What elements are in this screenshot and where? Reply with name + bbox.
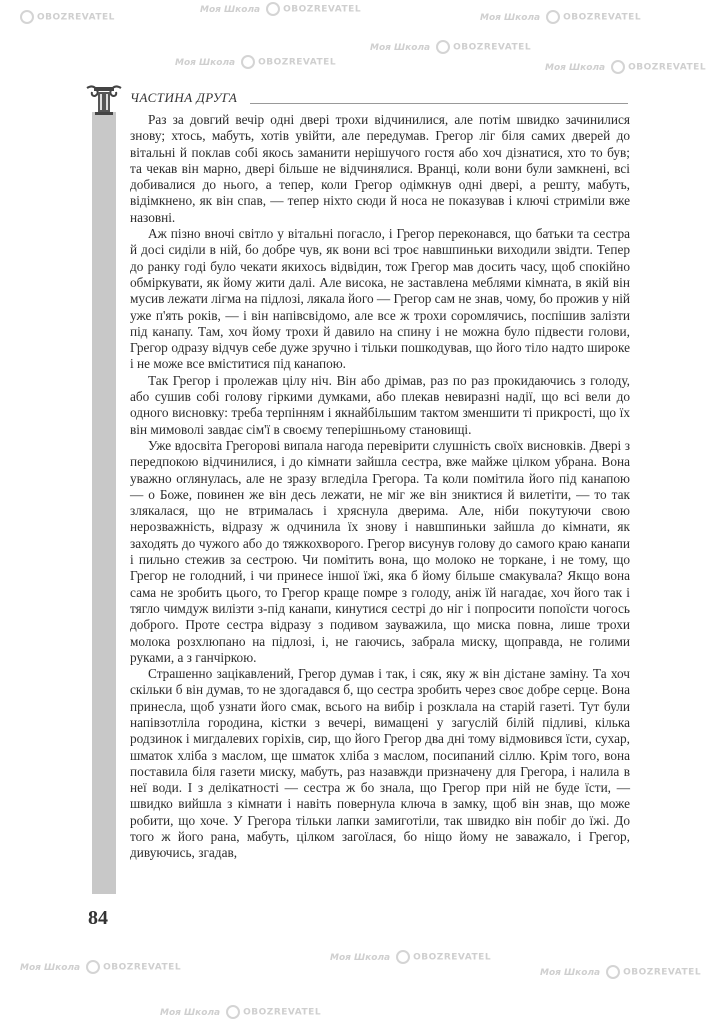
watermark: Моя Школа OBOZREVATEL xyxy=(480,10,641,24)
watermark: OBOZREVATEL xyxy=(20,10,115,24)
paragraph: Страшенно зацікавлений, Грегор думав і так, і сяк, яку ж він дістане заміну. Та хоч скільки б він думав, то не здогадався б, що сестра зробить через своє добре серце. Вона принесла, щоб узнати його смак, всього на вибір і розклала на старій газеті. Тут були напівзотліла городина, кістки з вечері, вимащені у загуслій білій підливі, кілька родзинок і мигдалевих горіхів, сир, що його Грегор два дні тому відмовився їсти, сухар, шматок хліба з маслом, ще шматок хліба з маслом, посипаний сіллю. Крім того, вона поставила біля газети миску, мабуть, раз назавжди призначену для Грегора, і налила в неї води. І з делікатності — сестра ж бо знала, що Грегор при ній не буде їсти, — швидко вийшла з кімнати і навіть повернула ключа в замку, щоб він знав, що може робити, що хоче. У Грегора тільки лапки замиготіли, так швидко він побіг до їжі. До того ж його рана, мабуть, цілком загоїлася, бо ніщо йому не заважало, і Грегор, дивуючись, згадав, xyxy=(130,666,630,861)
watermark: Моя Школа OBOZREVATEL xyxy=(160,1005,321,1019)
watermark-circle-icon xyxy=(20,10,34,24)
watermark-circle-icon xyxy=(606,965,620,979)
page-sidebar-bar xyxy=(92,112,116,894)
watermark-circle-icon xyxy=(86,960,100,974)
watermark-circle-icon xyxy=(546,10,560,24)
page-number: 84 xyxy=(88,907,108,929)
watermark: Моя Школа OBOZREVATEL xyxy=(545,60,706,74)
watermark: Моя Школа OBOZREVATEL xyxy=(175,55,336,69)
paragraph: Уже вдосвіта Грегорові випала нагода перевірити слушність своїх висновків. Двері з передпокою відчинилися, і до кімнати зайшла сестра, вже майже цілком убрана. Вона уважно оглянулась, але не зразу вгледіла Грегора. Та коли помітила його під канапою — о Боже, повинен же він десь лежати, не міг же він зниктися й вилетіти, — то так злякалася, що не втрималась і хряснула дверима. Але, ніби покутуючи свою нерозважність, відразу ж одчинила їх знову і навшпиньки зайшла до кімнати, як заходять до чужого або до тяжкохворого. Грегор висунув голову до самого краю канапи і пильно стежив за сестрою. Чи помітить вона, що молоко не торкане, і не тому, що Грегор не голодний, і чи принесе іншої їжі, яка б йому більше смакувала? Якщо вона сама не зробить цього, то Грегор краще помре з голоду, аніж їй нагадає, хоч його так і тягло чимдуж вилізти з-під канапи, кинутися сестрі до ніг і попросити попоїсти чогось доброго. Проте сестра відразу з подивом зауважила, що миска повна, лише трохи молока розхлюпано на підлозі, і, не гаючись, забрала миску, щоправда, не голими руками, а з ганчіркою. xyxy=(130,437,630,665)
watermark-circle-icon xyxy=(436,40,450,54)
watermark-circle-icon xyxy=(241,55,255,69)
watermark-circle-icon xyxy=(266,2,280,16)
watermark: Моя Школа OBOZREVATEL xyxy=(200,2,361,16)
watermark: Моя Школа OBOZREVATEL xyxy=(370,40,531,54)
paragraph: Аж пізно вночі світло у вітальні погасло, і Грегор переконався, що батьки та сестра й досі сиділи в ній, бо добре чув, як вони всі троє навшпиньки виходили звідти. Тепер до ранку годі було чекати якихось відвідин, тож Грегор мав досить часу, щоб спокійно обміркувати, як йому жити далі. Але висока, не заставлена меблями кімната, в якій він мусив лежати лігма на підлозі, лякала його — Грегор сам не знав, чому, бо прожив у ній уже п'ять років, — і він напівсвідомо, але все ж трохи соромлячись, поспішив залізти під канапу. Там, хоч йому трохи й давило на спину і не можна було підвести голови, Грегор одразу відчув себе дуже зручно і тільки пошкодував, що його тіло надто широке і не може все вміститися під канапою. xyxy=(130,226,631,372)
paragraph: Раз за довгий вечір одні двері трохи відчинилися, але потім швидко зачинилися знову; хтось, мабуть, хотів увійти, але передумав. Грегор ліг біля самих дверей до вітальні й поклав собі якось заманити нерішучого гостя або хоч дізнатися, хто то був; та чекав він марно, двері більше не відчинялися. Вранці, коли вони були замкнені, всі добивалися до нього, а тепер, коли Грегор одімкнув одні двері, а решту, мабуть, відімкнено, як він спав, — тепер ніхто сюди й носа не показував і ключі стриміли вже назовні. xyxy=(130,112,630,225)
watermark: Моя Школа OBOZREVATEL xyxy=(330,950,491,964)
running-header-title: ЧАСТИНА ДРУГА xyxy=(130,90,238,105)
watermark-circle-icon xyxy=(396,950,410,964)
paragraph: Так Грегор і пролежав цілу ніч. Він або дрімав, раз по раз прокидаючись з голоду, або сушив собі голову гіркими думками, або плекав невиразні надії, що всі вели до одного висновку: треба терпінням і якнайбільшим тактом зменшити ті прикрості, що їх він мимоволі завдає сім'ї в своєму теперішньому становищі. xyxy=(130,372,630,437)
capital-ornament-icon xyxy=(85,84,123,116)
watermark: Моя Школа OBOZREVATEL xyxy=(540,965,701,979)
watermark-circle-icon xyxy=(226,1005,240,1019)
body-text xyxy=(130,112,630,862)
watermark-circle-icon xyxy=(611,60,625,74)
header-rule xyxy=(250,103,628,104)
watermark: Моя Школа OBOZREVATEL xyxy=(20,960,181,974)
